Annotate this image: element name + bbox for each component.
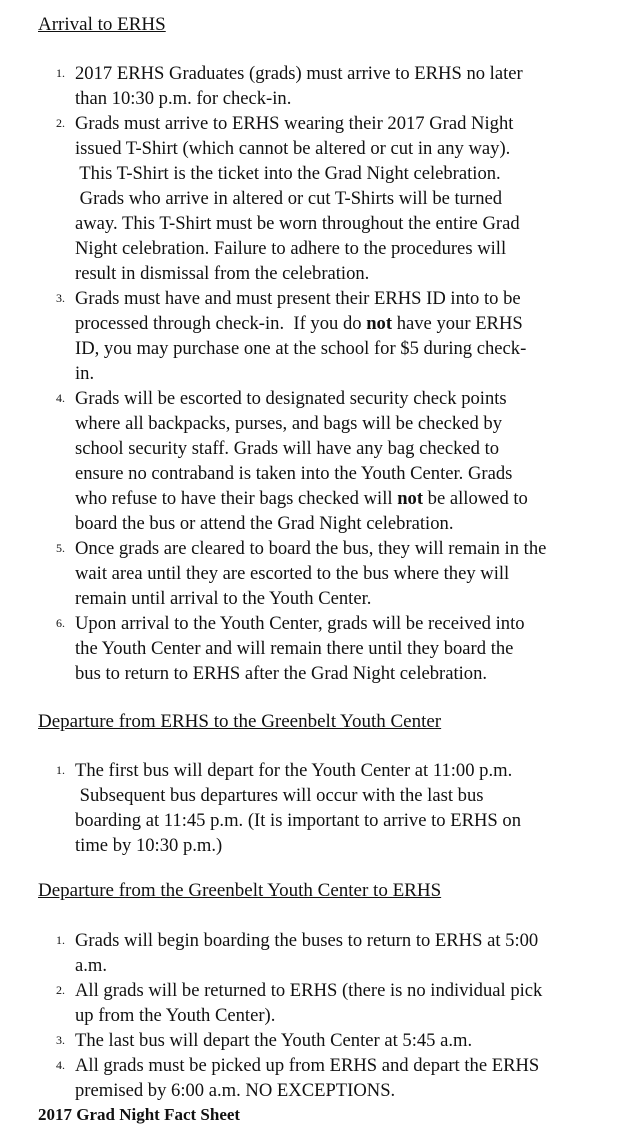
footer-title: 2017 Grad Night Fact Sheet (38, 1105, 241, 1124)
list-item: 5. Once grads are cleared to board the bus, they will remain in the wait area until they are escorted to the bus where they will remain until arrival to the Youth Center. (56, 538, 547, 609)
emphasis-not: not (397, 488, 424, 509)
list-item: 1. The first bus will depart for the Youth Center at 11:00 p.m. Subsequent bus departures will occur with the last bus boarding at 11:45 p.m. (It is important to arrive to ERHS on time by 10:30 p.m.) (56, 760, 522, 856)
list-item: 2. All grads will be returned to ERHS (there is no individual pick up from the Youth Center). (56, 980, 543, 1026)
list-item: 4. All grads must be picked up from ERHS and depart the ERHS premised by 6:00 a.m. NO EXCEPTIONS. (56, 1055, 540, 1101)
section-heading-departure-erhs: Departure from ERHS to the Greenbelt Youth Center (38, 711, 442, 732)
list-item: 4. Grads will be escorted to designated security check points where all backpacks, purses, and bags will be checked by school security staff. Grads will have any bag checked to ensure no contraband is taken into the Youth Center. Grads who refuse to have their bags checked will not be allowed to board the bus or attend the Grad Night celebration. (56, 388, 528, 534)
list-item: 1. 2017 ERHS Graduates (grads) must arrive to ERHS no later than 10:30 p.m. for check-in. (56, 63, 523, 109)
departure-youth-center-list (0, 928, 620, 1103)
list-item: 2. Grads must arrive to ERHS wearing their 2017 Grad Night issued T-Shirt (which cannot be altered or cut in any way). This T-Shirt is the ticket into the Grad Night celebration. Grads who arrive in altered or cut T-Shirts will be turned away. This T-Shirt must be worn throughout the entire Grad Night celebration. Failure to adhere to the procedures will result in dismissal from the celebration. (56, 113, 520, 284)
section-heading-departure-youth-center: Departure from the Greenbelt Youth Center to ERHS (38, 880, 442, 901)
departure-erhs-list (0, 758, 620, 858)
arrival-list (0, 61, 620, 686)
list-item: 1. Grads will begin boarding the buses to return to ERHS at 5:00 a.m. (56, 930, 539, 976)
emphasis-not: not (366, 313, 393, 334)
section-heading-arrival: Arrival to ERHS (38, 14, 166, 35)
list-item: 6. Upon arrival to the Youth Center, grads will be received into the Youth Center and will remain there until they board the bus to return to ERHS after the Grad Night celebration. (56, 613, 525, 684)
list-item: 3. Grads must have and must present their ERHS ID into to be processed through check-in. If you do not have your ERHS ID, you may purchase one at the school for $5 during check- in. (56, 288, 527, 384)
list-item: 3. The last bus will depart the Youth Center at 5:45 a.m. (56, 1030, 473, 1051)
